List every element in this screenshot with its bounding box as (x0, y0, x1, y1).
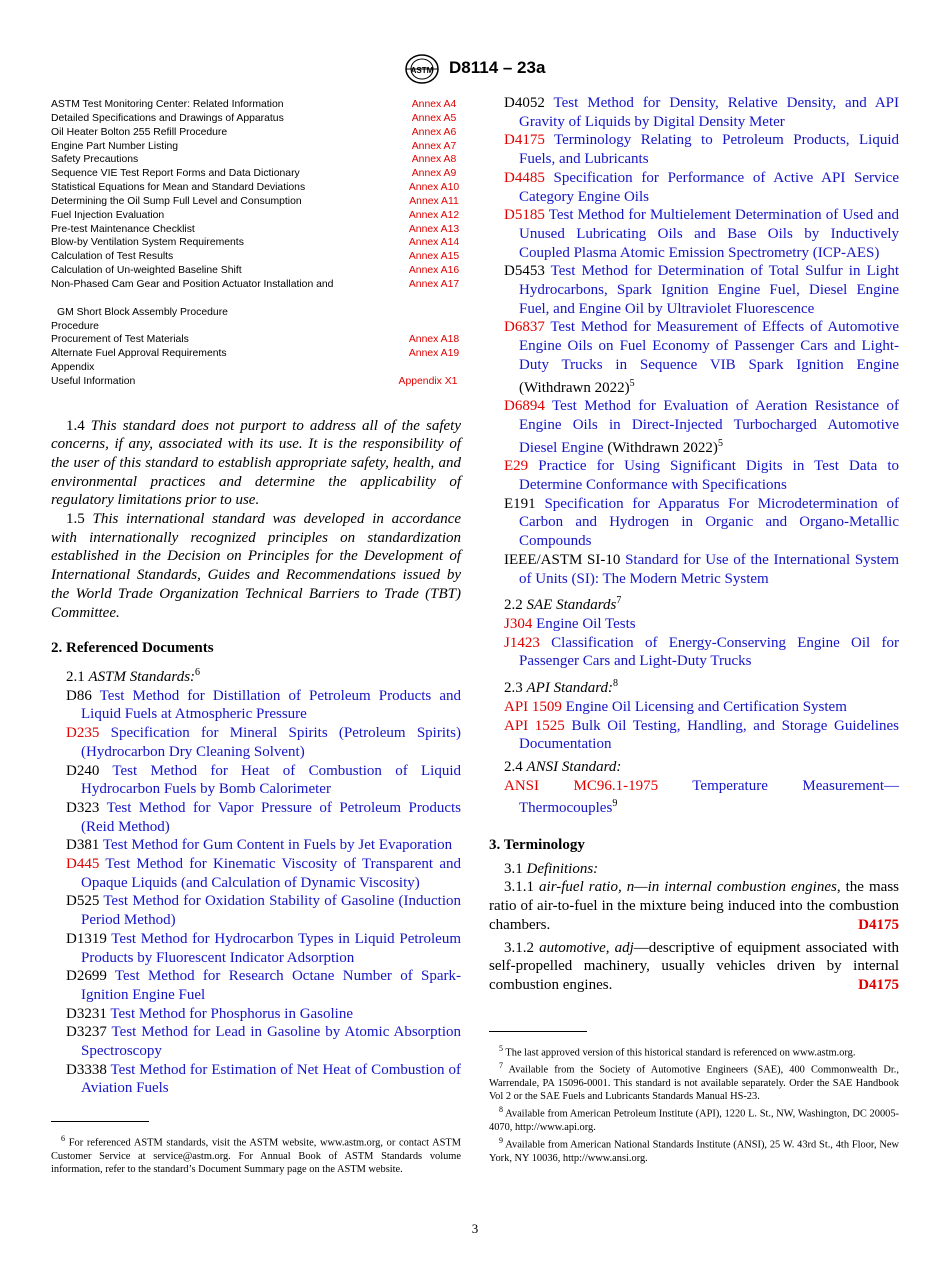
subsection-3-1: 3.1 Definitions: (504, 860, 599, 877)
definition-3-1-1: 3.1.1 air-fuel ratio, n—in internal combustion engines, the mass ratio of air-to-fuel in the mixture being induced into the combustion chambers. D4175 (489, 879, 899, 933)
footnote (489, 1059, 899, 1103)
reference-title[interactable]: Test Method for Oxidation Stability of Gasoline (Induction Period Method) (81, 893, 461, 929)
reference-title[interactable]: Temperature Measurement—Thermocouples (519, 777, 899, 817)
reference-title[interactable]: Test Method for Lead in Gasoline by Atomic Absorption Spectroscopy (81, 1024, 462, 1060)
reference-title[interactable]: Engine Oil Licensing and Certification System (565, 698, 847, 715)
page-number: 3 (471, 1221, 479, 1236)
toc-title: Procurement of Test Materials (51, 334, 189, 346)
reference-code[interactable]: D3237 (66, 1024, 107, 1041)
reference-item (51, 836, 461, 855)
api-reference-list (489, 698, 899, 754)
toc-row (51, 223, 461, 237)
reference-item (489, 206, 899, 262)
paragraph-1-5: 1.5 This international standard was developed in accordance with internationally recognized principles on standardization established in the Decision on Principles for the Development of International Standards, Guides and Recommendations issued by the World Trade Organization Technical Barriers to Trade (TBT) Committee. (51, 511, 462, 621)
reference-item (51, 855, 461, 892)
reference-item (489, 94, 899, 131)
left-column (51, 98, 461, 1176)
footnote (489, 1103, 899, 1134)
toc-title: Statistical Equations for Mean and Standard Deviations (51, 182, 306, 194)
toc-annex-link[interactable]: Annex A12 (408, 209, 460, 221)
toc-title: Non-Phased Cam Gear and Position Actuator Installation and (51, 278, 334, 290)
toc-annex-link[interactable]: Annex A4 (411, 99, 457, 110)
toc-title: Blow-by Ventilation System Requirements (51, 237, 244, 249)
reference-code[interactable]: D4485 (504, 169, 545, 186)
reference-code[interactable]: D240 (66, 762, 100, 779)
footnote-text: For referenced ASTM standards, visit the ASTM website, www.astm.org, or contact ASTM Customer Service at service@astm.org. For Annual Book of ASTM Standards volume information, refer to the standard’s Document Summary page on the ASTM website. (51, 1137, 461, 1176)
reference-title[interactable]: Test Method for Estimation of Net Heat of Combustion of Aviation Fuels (81, 1061, 461, 1097)
page-header (0, 54, 950, 84)
reference-code[interactable]: D2699 (66, 968, 107, 985)
reference-code[interactable]: D5453 (504, 263, 545, 280)
reference-code[interactable]: D381 (66, 837, 100, 854)
reference-title[interactable]: Terminology Relating to Petroleum Products, Liquid Fuels, and Lubricants (519, 132, 899, 168)
reference-title[interactable]: Test Method for Evaluation of Aeration Resistance of Engine Oils in Direct-Injected Turbocharged Automotive Diesel Engine (519, 398, 899, 456)
toc-title: Calculation of Un-weighted Baseline Shift (51, 265, 242, 277)
reference-title[interactable]: Test Method for Gum Content in Fuels by Jet Evaporation (102, 837, 453, 854)
footnote-number: 9 (499, 1136, 503, 1146)
toc-annex-link[interactable]: Annex A15 (408, 251, 460, 263)
toc-annex-link[interactable]: Annex A8 (411, 154, 457, 166)
reference-code[interactable]: D3338 (66, 1061, 107, 1078)
reference-title[interactable]: Practice for Using Significant Digits in Test Data to Determine Conformance with Specifications (519, 458, 899, 494)
withdrawn-note: (Withdrawn 2022) (603, 439, 718, 456)
reference-code[interactable]: D445 (66, 856, 100, 873)
reference-title[interactable]: Test Method for Determination of Total Sulfur in Light Hydrocarbons, Spark Ignition Engine Fuel, Diesel Engine Fuel, and Engine Oil by Ultraviolet Fluorescence (519, 263, 899, 317)
reference-code[interactable]: D235 (66, 725, 100, 742)
toc-title: Calculation of Test Results (51, 251, 174, 263)
toc-annex-link[interactable]: Annex A17 (408, 278, 460, 290)
reference-code[interactable]: D5185 (504, 207, 545, 224)
section-3-heading: 3. Terminology (489, 837, 585, 854)
toc-title: Determining the Oil Sump Full Level and Consumption (51, 195, 302, 207)
toc-title: Procedure (51, 320, 99, 332)
toc-title: Sequence VIE Test Report Forms and Data Dictionary (51, 168, 300, 180)
toc-row (51, 98, 461, 112)
toc-row (51, 264, 461, 278)
toc-row (51, 278, 461, 306)
reference-item (51, 1005, 461, 1024)
reference-title[interactable]: Specification for Performance of Active API Service Category Engine Oils (519, 169, 899, 205)
reference-title[interactable]: Engine Oil Tests (536, 615, 636, 632)
toc-annex-link[interactable]: Annex A11 (409, 195, 459, 207)
right-column (489, 94, 899, 1165)
reference-item (51, 930, 461, 967)
definition-reference[interactable]: D4175 (858, 916, 899, 933)
annex-list (51, 98, 461, 403)
toc-annex-link[interactable]: Appendix X1 (398, 375, 458, 387)
reference-item (51, 762, 461, 799)
reference-code[interactable]: E29 (504, 458, 529, 475)
toc-annex-link[interactable]: Annex A16 (408, 265, 460, 277)
footnotes-left (51, 1132, 461, 1176)
reference-code[interactable]: J1423 (504, 634, 540, 651)
section-2-heading: 2. Referenced Documents (51, 640, 214, 657)
paragraph-1-4: 1.4 This standard does not purport to address all of the safety concerns, if any, associated with its use. It is the responsibility of the user of this standard to establish appropriate safety, health, and environmental practices and determine the applicability of regulatory limitations prior to use. (51, 417, 461, 509)
toc-annex-link[interactable]: Annex A13 (408, 223, 460, 235)
footnote-text: Available from American National Standards Institute (ANSI), 25 W. 43rd St., 4th Floor, New York, NY 10036, http://www.ansi.org. (489, 1139, 899, 1164)
toc-title: Oil Heater Bolton 255 Refill Procedure (51, 126, 228, 138)
toc-row (51, 181, 461, 195)
reference-title[interactable]: Test Method for Kinematic Viscosity of Transparent and Opaque Liquids (and Calculation of Dynamic Viscosity) (81, 856, 461, 891)
footnote (51, 1132, 461, 1176)
subsection-2-4: 2.4 ANSI Standard: (504, 758, 622, 775)
footnote-text: Available from American Petroleum Institute (API), 1220 L. St., NW, Washington, DC 20005-4070, http://www.api.org. (489, 1108, 899, 1134)
toc-title: Engine Part Number Listing (51, 140, 179, 152)
reference-code[interactable]: D6837 (504, 319, 545, 336)
reference-title[interactable]: Specification for Mineral Spirits (Petroleum Spirits) (Hydrocarbon Dry Cleaning Solvent) (81, 725, 461, 760)
subsection-2-2: 2.2 SAE Standards$^7$ (504, 595, 622, 614)
toc-annex-link[interactable]: Annex A9 (411, 168, 457, 180)
reference-item (51, 724, 461, 761)
reference-item (51, 799, 461, 836)
footnote-text: The last approved version of this historical standard is referenced on www.astm.org. (505, 1047, 856, 1059)
toc-title: Appendix (51, 362, 95, 374)
reference-item (489, 131, 899, 168)
reference-item (51, 892, 461, 929)
astm-reference-list-continued (489, 94, 899, 588)
sae-reference-list (489, 615, 899, 671)
definition-3-1-2: 3.1.2 automotive, adj—descriptive of equipment associated with self-propelled machinery, usually vehicles driven by internal combustion engines. D4175 (489, 939, 900, 993)
reference-code[interactable]: D4052 (504, 95, 545, 111)
reference-code[interactable]: D86 (66, 687, 92, 704)
reference-item (489, 634, 899, 671)
definition-reference[interactable]: D4175 (858, 976, 899, 993)
reference-item (489, 397, 899, 457)
toc-row (51, 167, 461, 181)
withdrawn-note: (Withdrawn 2022) (519, 379, 630, 396)
reference-item (489, 698, 899, 717)
reference-code[interactable]: IEEE/ASTM SI-10 (504, 551, 621, 568)
reference-title[interactable]: Test Method for Heat of Combustion of Liquid Hydrocarbon Fuels by Bomb Calorimeter (81, 762, 461, 798)
footnote-text: Available from the Society of Automotive Engineers (SAE), 400 Commonwealth Dr., Warrendale, PA 15096-0001. This standard is not available separately. Order the SAE Handbook Vol 2 or the SAE Fuels and Lubricants Standards Manual HS-23. (489, 1064, 899, 1103)
reference-code[interactable]: D6894 (504, 398, 545, 415)
toc-title: ASTM Test Monitoring Center: Related Information (51, 99, 284, 110)
reference-item (489, 495, 899, 551)
reference-title[interactable]: Standard for Use of the International System of Units (SI): The Modern Metric System (519, 551, 899, 587)
reference-code[interactable]: D323 (66, 799, 100, 816)
reference-title[interactable]: Test Method for Hydrocarbon Types in Liquid Petroleum Products by Fluorescent Indicator Adsorption (81, 930, 462, 966)
reference-item (51, 967, 461, 1004)
reference-title[interactable]: Test Method for Distillation of Petroleum Products and Liquid Fuels at Atmospheric Pressure (81, 687, 461, 723)
footnote-number: 7 (499, 1061, 503, 1071)
toc-row (51, 112, 461, 126)
toc-title: Alternate Fuel Approval Requirements (51, 348, 227, 360)
toc-annex-link[interactable]: Annex A19 (408, 348, 460, 360)
reference-item (489, 551, 899, 588)
toc-title: Detailed Specifications and Drawings of Apparatus (51, 112, 284, 124)
reference-code[interactable]: J304 (504, 615, 533, 632)
toc-annex-link[interactable]: Annex A7 (411, 140, 457, 152)
astm-reference-list (51, 687, 461, 1098)
footnotes-right (489, 1042, 899, 1166)
reference-title[interactable]: Test Method for Phosphorus in Gasoline (110, 1005, 354, 1022)
reference-item (489, 615, 899, 634)
toc-row (51, 195, 461, 209)
footnote-number: 6 (61, 1134, 65, 1144)
reference-title[interactable]: Classification of Energy-Conserving Engine Oil for Passenger Cars and Light-Duty Trucks (519, 634, 900, 670)
toc-row (51, 320, 461, 334)
toc-title: GM Short Block Assembly Procedure (57, 306, 228, 318)
svg-text:ASTM: ASTM (410, 66, 434, 75)
reference-title[interactable]: Test Method for Multielement Determination of Used and Unused Lubricating Oils and Base Oils by Inductively Coupled Plasma Atomic Emission Spectrometry (ICP-AES) (519, 207, 899, 261)
toc-annex-link[interactable]: Annex A18 (408, 334, 460, 346)
toc-row (51, 361, 461, 375)
reference-code[interactable]: E191 (504, 495, 536, 512)
toc-annex-link[interactable]: Annex A6 (411, 126, 457, 138)
toc-row (51, 140, 461, 154)
reference-code[interactable]: API 1525 (504, 717, 565, 734)
footnote-marker: 5 (629, 377, 635, 389)
toc-title: Fuel Injection Evaluation (51, 209, 165, 221)
toc-row (51, 250, 461, 264)
toc-row (51, 347, 461, 361)
reference-title[interactable]: Test Method for Vapor Pressure of Petroleum Products (Reid Method) (81, 799, 461, 835)
reference-item (489, 717, 899, 754)
reference-title[interactable]: Test Method for Density, Relative Density, and API Gravity of Liquids by Digital Density Meter (519, 95, 899, 130)
footnote-marker: 5 (717, 437, 723, 449)
reference-title[interactable]: Bulk Oil Testing, Handling, and Storage Guidelines Documentation (519, 717, 900, 753)
ansi-reference: ANSI MC96.1-1975 Temperature Measurement—Thermocouples$^9$ (504, 777, 899, 817)
toc-annex-link[interactable]: Annex A10 (408, 182, 460, 194)
toc-title: Useful Information (51, 375, 136, 387)
toc-title: Pre-test Maintenance Checklist (51, 223, 195, 235)
toc-row (51, 236, 461, 250)
reference-item (51, 1061, 461, 1098)
toc-row (51, 306, 461, 320)
footnote-number: 5 (499, 1043, 503, 1053)
toc-row (51, 333, 461, 347)
subsection-2-1: 2.1 ASTM Standards:$^6$ (66, 667, 201, 685)
toc-row (51, 153, 461, 167)
reference-code[interactable]: ANSI MC96.1-1975 (504, 777, 659, 794)
toc-annex-link[interactable]: Annex A5 (411, 112, 457, 124)
toc-title: Safety Precautions (51, 154, 139, 166)
reference-code[interactable]: D3231 (66, 1005, 107, 1022)
footnote-number: 8 (499, 1105, 503, 1115)
reference-code[interactable]: D525 (66, 893, 100, 910)
toc-annex-link[interactable]: Annex A14 (408, 237, 460, 249)
astm-logo-icon (404, 54, 440, 84)
reference-item (51, 1023, 461, 1060)
reference-title[interactable]: Specification for Apparatus For Microdetermination of Carbon and Hydrogen in Organic and Organo-Metallic Compounds (519, 495, 899, 550)
toc-row (51, 209, 461, 223)
standard-designation: D8114 – 23a (449, 58, 546, 77)
toc-row (51, 126, 461, 140)
reference-item (489, 169, 899, 206)
toc-row (51, 375, 461, 403)
reference-code[interactable]: D4175 (504, 132, 545, 149)
reference-title[interactable]: Test Method for Research Octane Number of Spark-Ignition Engine Fuel (81, 968, 461, 1003)
reference-code[interactable]: D1319 (66, 930, 107, 947)
reference-item (51, 687, 461, 724)
reference-code[interactable]: API 1509 (504, 698, 562, 715)
reference-item (489, 457, 899, 494)
reference-item (489, 318, 899, 397)
footnote (489, 1042, 899, 1060)
reference-title[interactable]: Test Method for Measurement of Effects of Automotive Engine Oils on Fuel Economy of Passenger Cars and Light-Duty Trucks in Sequence VIB Spark Ignition Engine (519, 319, 900, 373)
footnote (489, 1134, 899, 1165)
subsection-2-3: 2.3 API Standard:$^8$ (504, 678, 619, 697)
reference-item (489, 262, 899, 318)
